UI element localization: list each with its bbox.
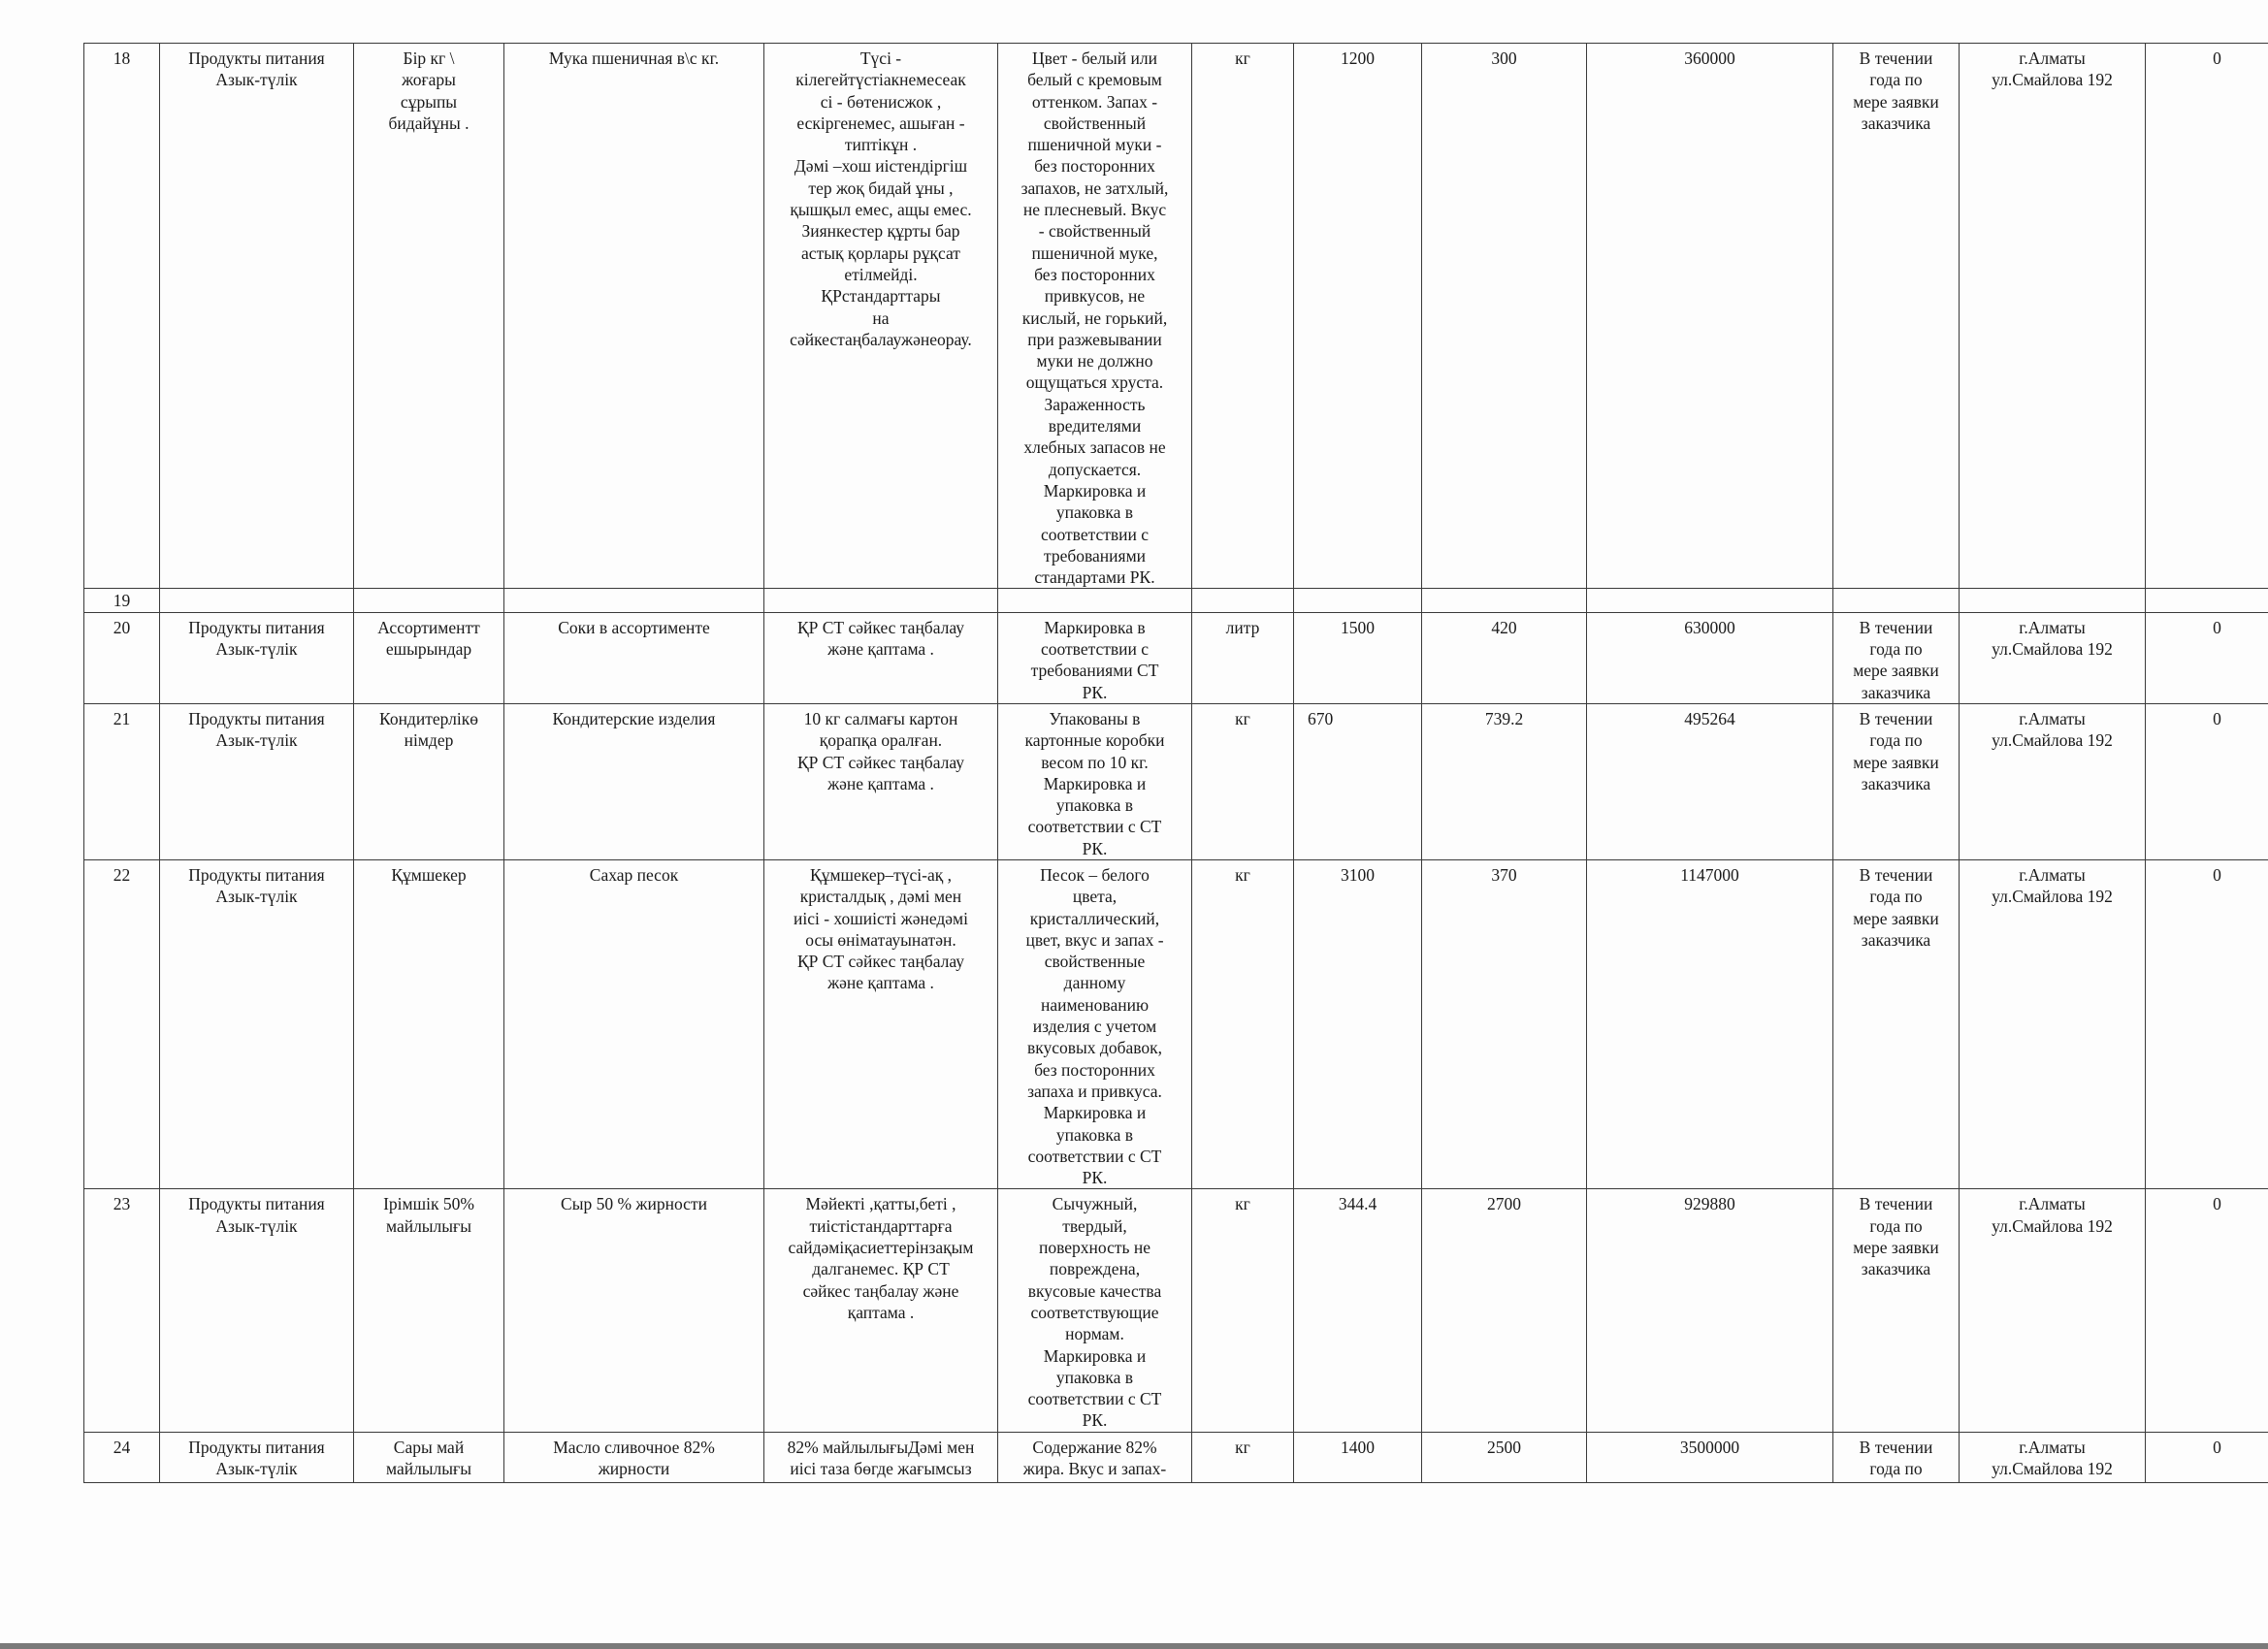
- item-name-kz-cell: Сары май майлылығы: [354, 1432, 504, 1482]
- price-cell: 2700: [1422, 1189, 1587, 1432]
- category-cell: Продукты питания Азык-түлік: [160, 612, 354, 703]
- description-ru-cell: Содержание 82% жира. Вкус и запах-: [998, 1432, 1192, 1482]
- quantity-cell: 1400: [1294, 1432, 1422, 1482]
- unit-cell: кг: [1192, 1189, 1294, 1432]
- sum-cell: 1147000: [1587, 859, 1833, 1188]
- item-name-ru-cell: Сыр 50 % жирности: [504, 1189, 764, 1432]
- item-name-ru-cell: [504, 589, 764, 612]
- description-ru-cell: Песок – белого цвета, кристаллический, цвет, вкус и запах - свойственные данному наименованию изделия с учетом вкусовых добавок, без посторонних запаха и привкуса. Маркировка и упаковка в соответствии с СТ РК.: [998, 859, 1192, 1188]
- advance-cell: [2146, 589, 2268, 612]
- advance-cell: 0: [2146, 703, 2268, 859]
- row-number-cell: 18: [84, 44, 160, 589]
- table-row: [84, 1432, 2268, 1482]
- advance-cell: 0: [2146, 1189, 2268, 1432]
- table-row: [84, 1189, 2268, 1432]
- row-number-cell: 22: [84, 859, 160, 1188]
- sum-cell: 630000: [1587, 612, 1833, 703]
- delivery-place-cell: г.Алматы ул.Смайлова 192: [1960, 859, 2146, 1188]
- category-cell: Продукты питания Азык-түлік: [160, 44, 354, 589]
- row-number-cell: 21: [84, 703, 160, 859]
- description-kz-cell: Мәйекті ,қатты,беті , тиістістандарттарға сайдәміқасиеттерінзақым далганемес. ҚР СТ сәйкес таңбалау және қаптама .: [764, 1189, 998, 1432]
- delivery-place-cell: г.Алматы ул.Смайлова 192: [1960, 1189, 2146, 1432]
- quantity-cell: 344.4: [1294, 1189, 1422, 1432]
- delivery-place-cell: г.Алматы ул.Смайлова 192: [1960, 703, 2146, 859]
- delivery-term-cell: [1833, 589, 1960, 612]
- unit-cell: [1192, 589, 1294, 612]
- description-ru-cell: [998, 589, 1192, 612]
- sum-cell: 360000: [1587, 44, 1833, 589]
- category-cell: Продукты питания Азык-түлік: [160, 1189, 354, 1432]
- item-name-kz-cell: [354, 589, 504, 612]
- description-ru-cell: Сычужный, твердый, поверхность не повреждена, вкусовые качества соответствующие нормам. Маркировка и упаковка в соответствии с СТ РК.: [998, 1189, 1192, 1432]
- quantity-cell: 1200: [1294, 44, 1422, 589]
- category-cell: [160, 589, 354, 612]
- category-cell: Продукты питания Азык-түлік: [160, 703, 354, 859]
- unit-cell: кг: [1192, 44, 1294, 589]
- table-row: [84, 44, 2268, 589]
- sum-cell: [1587, 589, 1833, 612]
- row-number-cell: 23: [84, 1189, 160, 1432]
- category-cell: Продукты питания Азык-түлік: [160, 1432, 354, 1482]
- quantity-cell: 3100: [1294, 859, 1422, 1188]
- description-ru-cell: Цвет - белый или белый с кремовым оттенком. Запах - свойственный пшеничной муки - без посторонних запахов, не затхлый, не плесневый. Вкус - свойственный пшеничной муке, без посторонних привкусов, не кислый, не горький, при разжевывании муки не должно ощущаться хруста. Зараженность вредителями хлебных запасов не допускается. Маркировка и упаковка в соответствии с требованиями стандартами РК.: [998, 44, 1192, 589]
- row-number-cell: 20: [84, 612, 160, 703]
- description-kz-cell: ҚР СТ сәйкес таңбалау және қаптама .: [764, 612, 998, 703]
- quantity-cell: 1500: [1294, 612, 1422, 703]
- item-name-ru-cell: Кондитерские изделия: [504, 703, 764, 859]
- delivery-place-cell: г.Алматы ул.Смайлова 192: [1960, 612, 2146, 703]
- row-number-cell: 19: [84, 589, 160, 612]
- procurement-specification-table: [83, 43, 2268, 1483]
- advance-cell: 0: [2146, 44, 2268, 589]
- delivery-term-cell: В течении года по мере заявки заказчика: [1833, 859, 1960, 1188]
- unit-cell: кг: [1192, 859, 1294, 1188]
- delivery-term-cell: В течении года по мере заявки заказчика: [1833, 703, 1960, 859]
- category-cell: Продукты питания Азык-түлік: [160, 859, 354, 1188]
- price-cell: 300: [1422, 44, 1587, 589]
- price-cell: [1422, 589, 1587, 612]
- quantity-cell: [1294, 589, 1422, 612]
- delivery-term-cell: В течении года по мере заявки заказчика: [1833, 1189, 1960, 1432]
- table-row: [84, 703, 2268, 859]
- description-kz-cell: 10 кг салмағы картон қорапқа оралған. ҚР СТ сәйкес таңбалау және қаптама .: [764, 703, 998, 859]
- sum-cell: 495264: [1587, 703, 1833, 859]
- delivery-term-cell: В течении года по: [1833, 1432, 1960, 1482]
- price-cell: 739.2: [1422, 703, 1587, 859]
- table-row: [84, 612, 2268, 703]
- unit-cell: кг: [1192, 1432, 1294, 1482]
- delivery-place-cell: г.Алматы ул.Смайлова 192: [1960, 1432, 2146, 1482]
- item-name-ru-cell: Мука пшеничная в\с кг.: [504, 44, 764, 589]
- price-cell: 2500: [1422, 1432, 1587, 1482]
- item-name-kz-cell: Ірімшік 50% майлылығы: [354, 1189, 504, 1432]
- description-kz-cell: Құмшекер–түсі-ақ , кристалдық , дәмі мен иісі - хошиісті жәнедәмі осы өніматауынатән. ҚР СТ сәйкес таңбалау және қаптама .: [764, 859, 998, 1188]
- item-name-ru-cell: Соки в ассортименте: [504, 612, 764, 703]
- item-name-kz-cell: Кондитерлікө німдер: [354, 703, 504, 859]
- delivery-place-cell: [1960, 589, 2146, 612]
- sum-cell: 929880: [1587, 1189, 1833, 1432]
- scan-edge-bar: [0, 1643, 2268, 1649]
- row-number-cell: 24: [84, 1432, 160, 1482]
- item-name-kz-cell: Құмшекер: [354, 859, 504, 1188]
- advance-cell: 0: [2146, 859, 2268, 1188]
- sum-cell: 3500000: [1587, 1432, 1833, 1482]
- unit-cell: литр: [1192, 612, 1294, 703]
- description-kz-cell: 82% майлылығыДәмі мен иісі таза бөгде жағымсыз: [764, 1432, 998, 1482]
- quantity-cell: 670: [1294, 703, 1422, 859]
- item-name-kz-cell: Ассортиментт ешырындар: [354, 612, 504, 703]
- price-cell: 420: [1422, 612, 1587, 703]
- unit-cell: кг: [1192, 703, 1294, 859]
- item-name-kz-cell: Бір кг \ жоғары сұрыпы бидайұны .: [354, 44, 504, 589]
- price-cell: 370: [1422, 859, 1587, 1188]
- item-name-ru-cell: Сахар песок: [504, 859, 764, 1188]
- delivery-term-cell: В течении года по мере заявки заказчика: [1833, 44, 1960, 589]
- advance-cell: 0: [2146, 1432, 2268, 1482]
- item-name-ru-cell: Масло сливочное 82% жирности: [504, 1432, 764, 1482]
- advance-cell: 0: [2146, 612, 2268, 703]
- description-ru-cell: Упакованы в картонные коробки весом по 10 кг. Маркировка и упаковка в соответствии с СТ РК.: [998, 703, 1192, 859]
- description-ru-cell: Маркировка в соответствии с требованиями СТ РК.: [998, 612, 1192, 703]
- delivery-place-cell: г.Алматы ул.Смайлова 192: [1960, 44, 2146, 589]
- table-row: [84, 859, 2268, 1188]
- delivery-term-cell: В течении года по мере заявки заказчика: [1833, 612, 1960, 703]
- description-kz-cell: Түсі - кілегейтүстіакнемесеак сі - бөтенисжок , ескіргенемес, ашыған - типтікұн . Дәмі –хош иістендіргіш тер жоқ бидай ұны , қышқыл емес, ащы емес. Зиянкестер құрты бар астық қорлары рұқсат етілмейді. ҚРстандарттары на сәйкестаңбалаужәнеорау.: [764, 44, 998, 589]
- table-row: [84, 589, 2268, 612]
- description-kz-cell: [764, 589, 998, 612]
